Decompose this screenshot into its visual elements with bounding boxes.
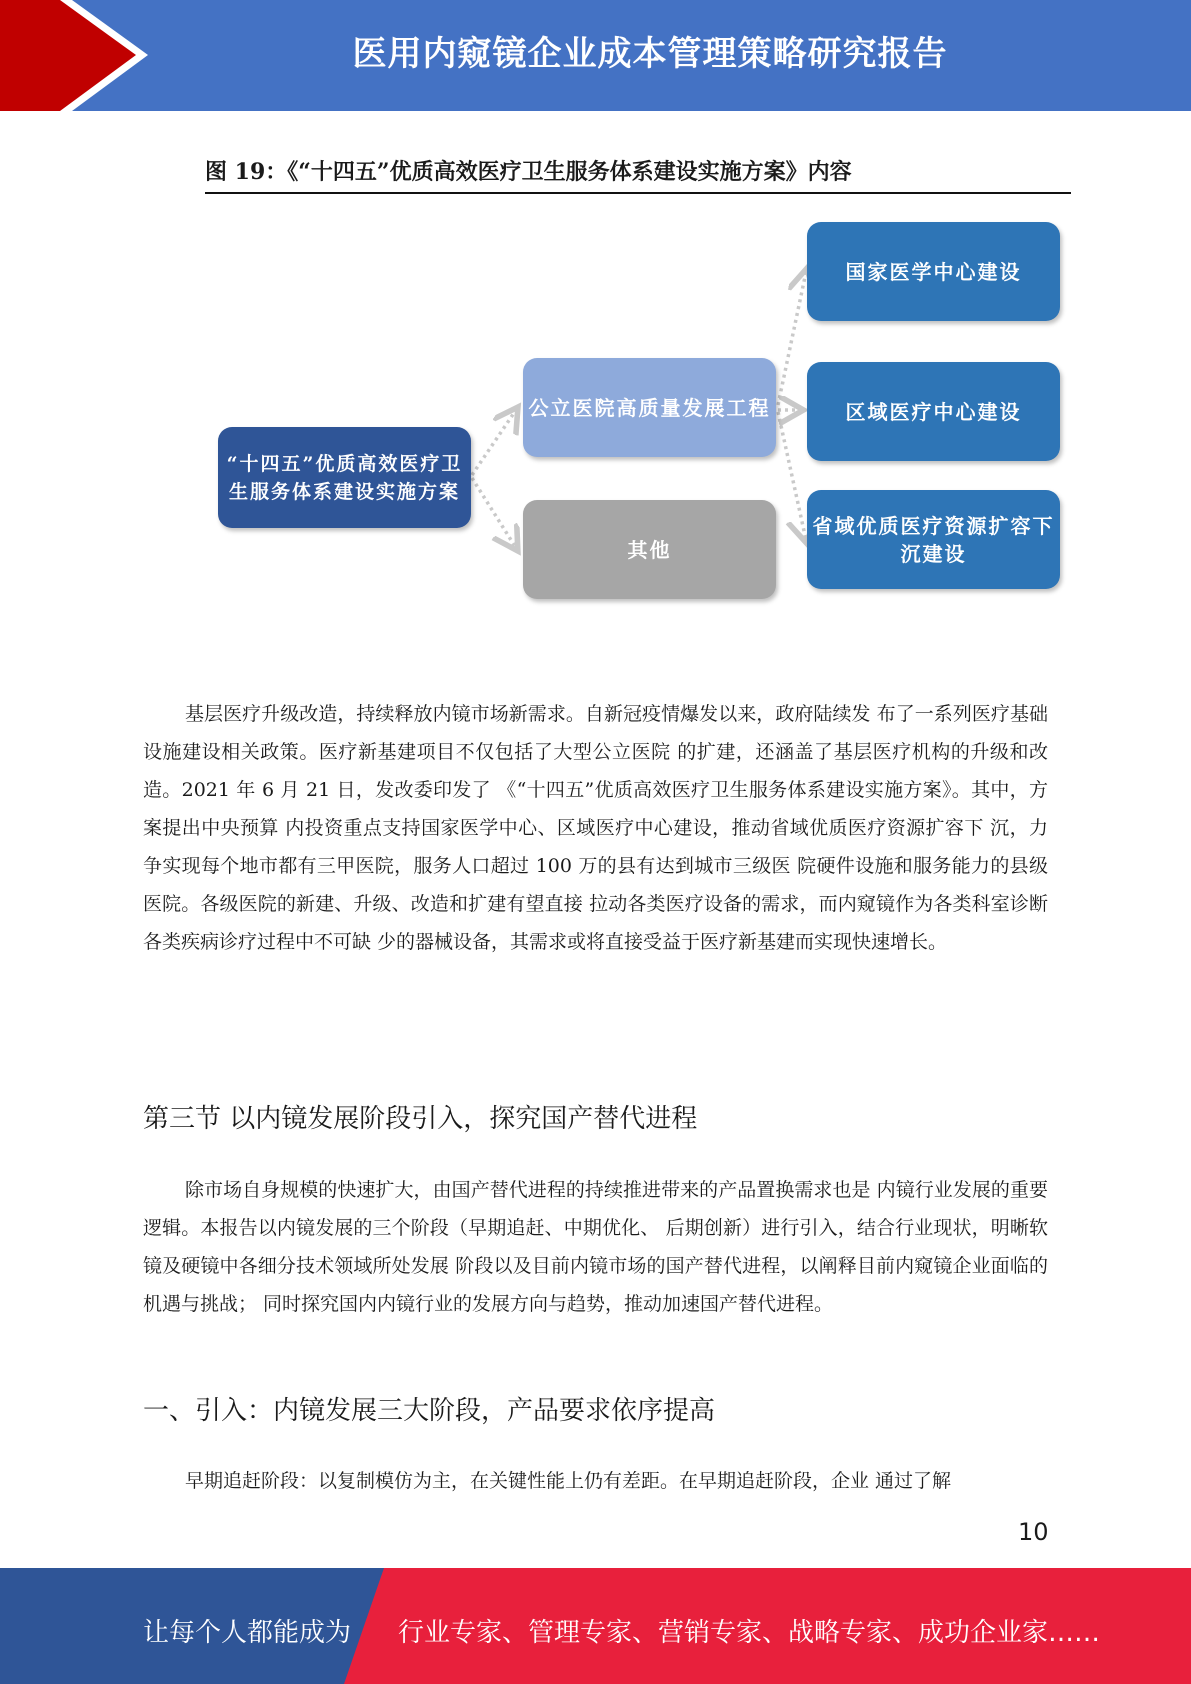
paragraph-early-stage: 早期追赶阶段：以复制模仿为主，在关键性能上仍有差距。在早期追赶阶段，企业 通过了解 [185,1470,952,1492]
paragraph-domestic-substitution: 除市场自身规模的快速扩大，由国产替代进程的持续推进带来的产品置换需求也是 内镜行业发展的重要逻辑。本报告以内镜发展的三个阶段（早期追赶、中期优化、 后期创新）进行引入，结合行业现状，明晰软镜及硬镜中各细分技术领域所处发展 阶段以及目前内镜市场的国产替代进程，以阐释目前内窥镜企业面临的机遇与挑战； 同时探究国内内镜行业的发展方向与趋势，推动加速国产替代进程。 [143,1179,1048,1315]
diagram-node-root: “十四五”优质高效医疗卫生服务体系建设实施方案 [218,427,471,528]
connector-middle-to-r3 [778,412,806,540]
diagram-node-provincial-resource: 省域优质医疗资源扩容下沉建设 [807,490,1060,589]
diagram-node-national-center: 国家医学中心建设 [807,222,1060,321]
figure-title: 图 19：《“十四五”优质高效医疗卫生服务体系建设实施方案》内容 [205,155,1071,194]
sub-heading: 一、引入：内镜发展三大阶段，产品要求依序提高 [143,1396,716,1426]
connector-middle-to-r1 [778,272,806,405]
report-title: 医用内窥镜企业成本管理策略研究报告 [352,34,948,74]
diagram-node-public-hospital: 公立医院高质量发展工程 [523,358,776,457]
connector-root-to-middle [472,410,516,475]
footer-slogan-lead: 让每个人都能成为 [143,1618,352,1648]
connector-root-to-other [472,478,516,548]
footer-slogan-roles: 行业专家、管理专家、营销专家、战略专家、成功企业家…… [398,1618,1101,1648]
page-header [0,0,1191,111]
page-number: 10 [1018,1518,1049,1546]
page-footer [0,1568,1191,1684]
diagram-node-regional-center: 区域医疗中心建设 [807,362,1060,461]
diagram-node-other: 其他 [523,500,776,599]
paragraph-grassroots-upgrade: 基层医疗升级改造，持续释放内镜市场新需求。自新冠疫情爆发以来，政府陆续发 布了一系列医疗基础设施建设相关政策。医疗新基建项目不仅包括了大型公立医院 的扩建，还涵盖了基层医疗机构的升级和改造。2021 年 6 月 21 日，发改委印发了 《“十四五”优质高效医疗卫生服务体系建设实施方案》。其中，方案提出中央预算 内投资重点支持国家医学中心、区域医疗中心建设，推动省域优质医疗资源扩容下 沉，力争实现每个地市都有三甲医院，服务人口超过 100 万的县有达到城市三级医 院硬件设施和服务能力的县级医院。各级医院的新建、升级、改造和扩建有望直接 拉动各类医疗设备的需求，而内窥镜作为各类科室诊断各类疾病诊疗过程中不可缺 少的器械设备，其需求或将直接受益于医疗新基建而实现快速增长。 [143,703,1048,953]
section-heading: 第三节 以内镜发展阶段引入，探究国产替代进程 [143,1104,698,1134]
